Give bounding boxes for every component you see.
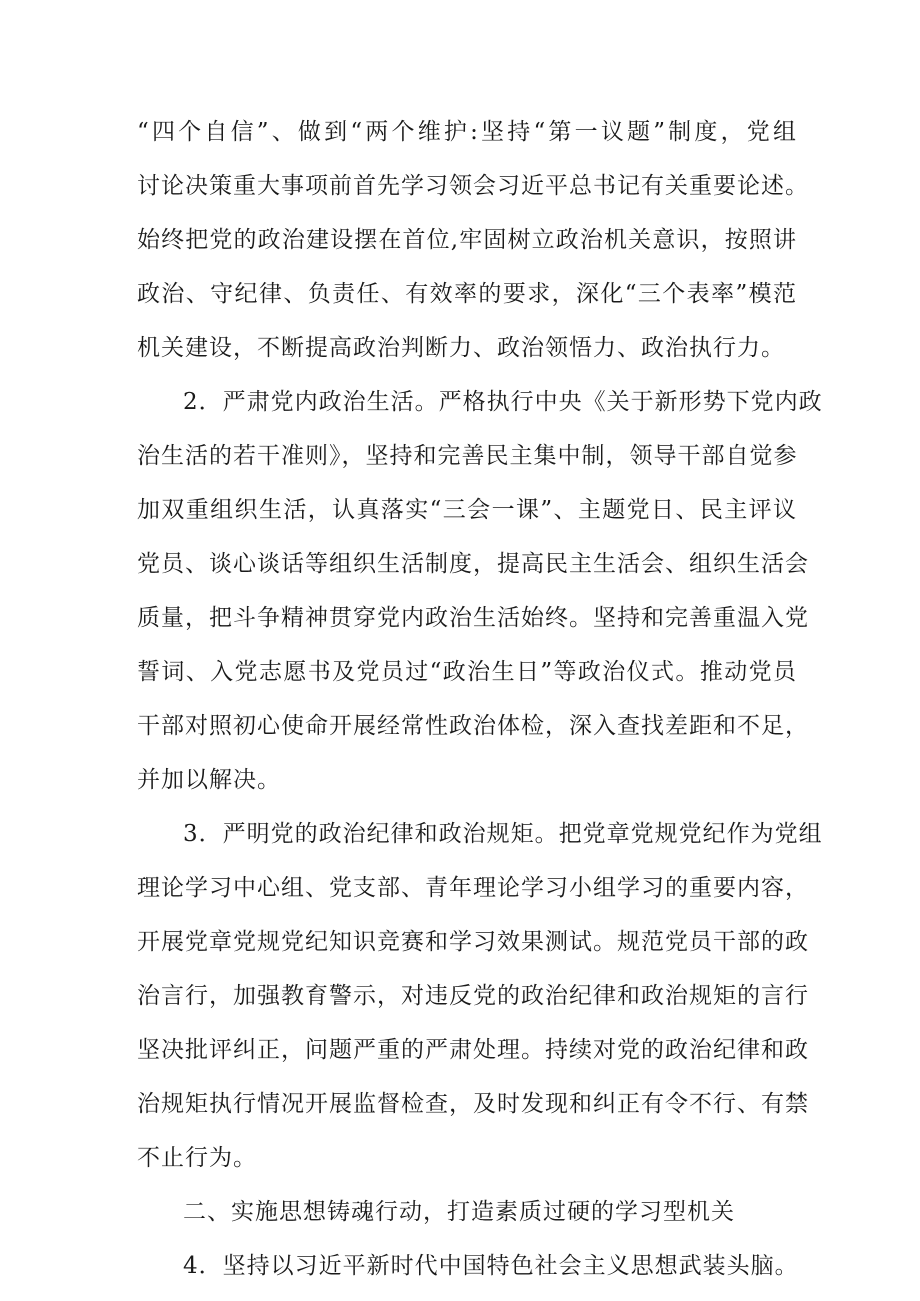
paragraph-3-first-line: 3．严明党的政治纪律和政治规矩。把党章党规党纪作为党组 (183, 821, 823, 847)
paragraph-4-first-line: 4．坚持以习近平新时代中国特色社会主义思想武装头脑。 (183, 1253, 799, 1279)
text-line: 加双重组织生活，认真落实“三会一课”、主题党日、民主评议 (137, 497, 797, 523)
text-line: 政治、守纪律、负责任、有效率的要求，深化“三个表率”模范 (137, 281, 797, 307)
text-line: 治言行，加强教育警示，对违反党的政治纪律和政治规矩的言行 (137, 983, 809, 1009)
text-line: 开展党章党规党纪知识竞赛和学习效果测试。规范党员干部的政 (137, 929, 809, 955)
text-line: 质量，把斗争精神贯穿党内政治生活始终。坚持和完善重温入党 (137, 605, 809, 631)
text-line: 党员、谈心谈话等组织生活制度，提高民主生活会、组织生活会 (137, 551, 809, 577)
text-line: 治生活的若干准则》，坚持和完善民主集中制，领导干部自觉参 (137, 443, 798, 469)
section-heading: 二、实施思想铸魂行动，打造素质过硬的学习型机关 (183, 1199, 735, 1225)
text-line: 不止行为。 (137, 1145, 257, 1171)
text-line: 坚决批评纠正，问题严重的严肃处理。持续对党的政治纪律和政 (137, 1037, 809, 1063)
text-line: 理论学习中心组、党支部、青年理论学习小组学习的重要内容， (137, 875, 809, 901)
text-line: 誓词、入党志愿书及党员过“政治生日”等政治仪式。推动党员 (137, 659, 797, 685)
text-line: 始终把党的政治建设摆在首位,牢固树立政治机关意识，按照讲 (137, 227, 797, 253)
text-line: 讨论决策重大事项前首先学习领会习近平总书记有关重要论述。 (137, 173, 809, 199)
text-line: 干部对照初心使命开展经常性政治体检，深入查找差距和不足， (137, 713, 809, 739)
paragraph-2-first-line: 2．严肃党内政治生活。严格执行中央《关于新形势下党内政 (183, 389, 823, 415)
text-line: “四个自信”、做到“两个维护:坚持“第一议题”制度，党组 (137, 119, 797, 145)
text-line: 治规矩执行情况开展监督检查，及时发现和纠正有令不行、有禁 (137, 1091, 809, 1117)
text-line: 并加以解决。 (137, 767, 281, 793)
text-line: 机关建设，不断提高政治判断力、政治领悟力、政治执行力。 (137, 335, 785, 361)
